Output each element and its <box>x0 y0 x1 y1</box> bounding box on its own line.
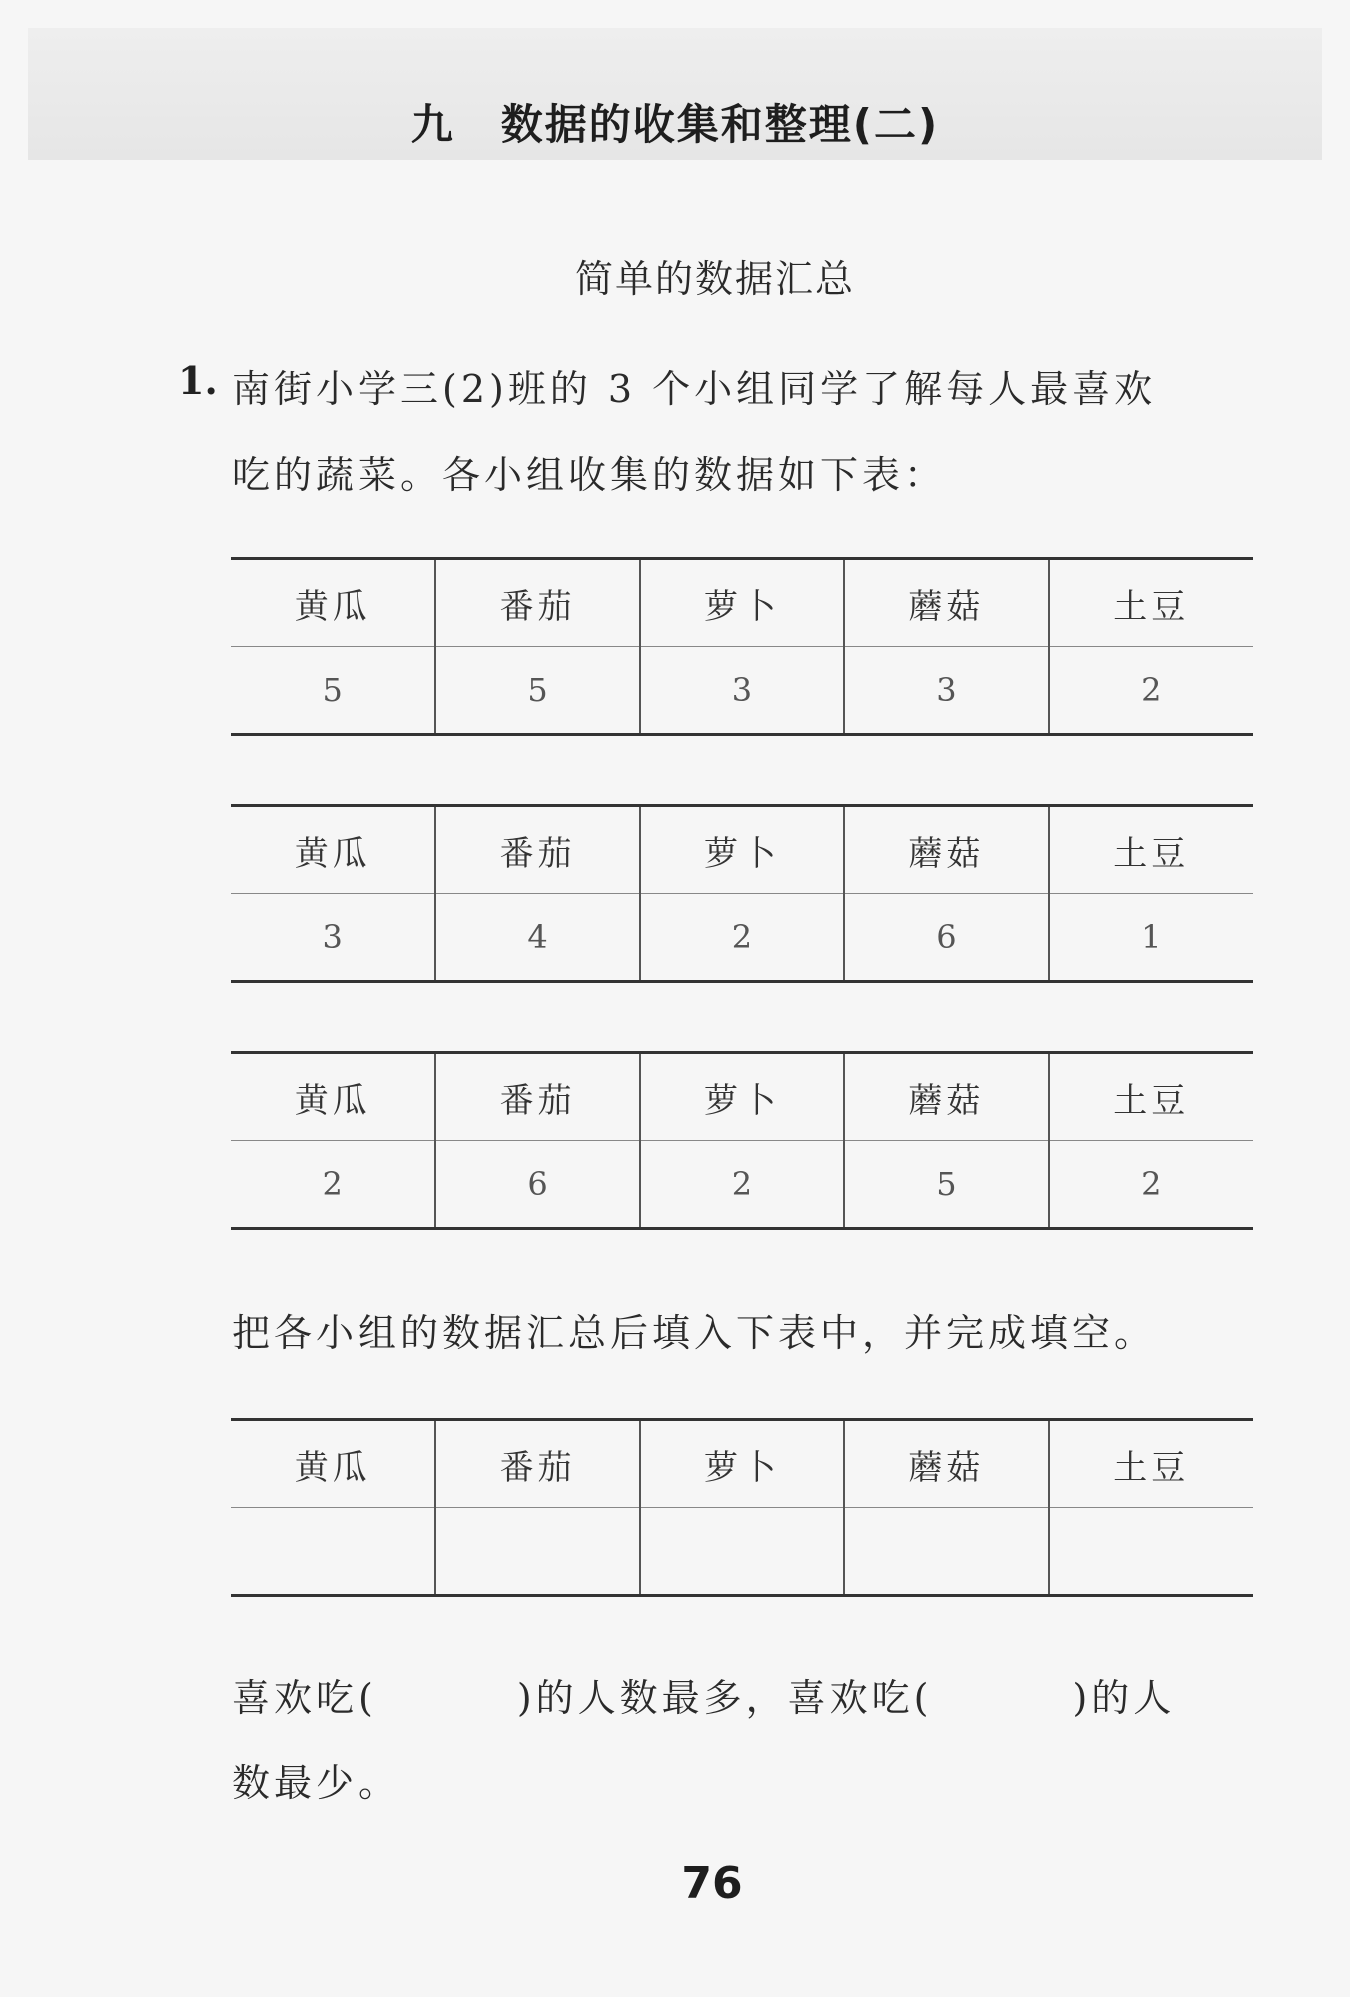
header-tomato: 番茄 <box>435 806 639 894</box>
answer-cell[interactable] <box>640 1508 844 1596</box>
header-cucumber: 黄瓜 <box>231 559 435 647</box>
chapter-title-text: 数据的收集和整理(二) <box>500 100 940 149</box>
value-cell: 3 <box>322 918 343 956</box>
value-cell: 2 <box>1049 647 1253 735</box>
question-number: 1. <box>178 358 218 403</box>
value-cell: 3 <box>844 647 1048 735</box>
value-cell: 2 <box>1049 1141 1253 1229</box>
value-cell: 1 <box>1049 894 1253 982</box>
fill-text-3: )的人 <box>1072 1676 1176 1720</box>
group-1-table <box>231 557 1253 736</box>
header-potato: 土豆 <box>1049 1420 1253 1508</box>
answer-cell[interactable] <box>231 1508 435 1596</box>
instruction-text: 把各小组的数据汇总后填入下表中，并完成填空。 <box>232 1311 1157 1355</box>
header-radish: 萝卜 <box>640 559 844 647</box>
header-potato: 土豆 <box>1049 1053 1253 1141</box>
value-cell: 2 <box>640 894 844 982</box>
header-mushroom: 蘑菇 <box>844 806 1048 894</box>
header-mushroom: 蘑菇 <box>844 1420 1048 1508</box>
header-cucumber: 黄瓜 <box>231 1420 435 1508</box>
answer-cell[interactable] <box>1049 1508 1253 1596</box>
page-number: 76 <box>681 1858 743 1909</box>
fill-text-2: )的人数最多，喜欢吃( <box>516 1676 933 1720</box>
summary-table <box>231 1418 1253 1597</box>
fill-text-1: 喜欢吃( <box>232 1676 377 1720</box>
value-cell: 5 <box>435 647 639 735</box>
header-radish: 萝卜 <box>640 1420 844 1508</box>
value-cell: 5 <box>844 1141 1048 1229</box>
header-tomato: 番茄 <box>435 559 639 647</box>
value-cell: 2 <box>322 1165 343 1203</box>
header-tomato: 番茄 <box>435 1420 639 1508</box>
group-2-table <box>231 804 1253 983</box>
header-cucumber: 黄瓜 <box>231 806 435 894</box>
header-mushroom: 蘑菇 <box>844 559 1048 647</box>
question-text-line-2: 吃的蔬菜。各小组收集的数据如下表： <box>232 453 947 497</box>
value-cell: 5 <box>322 671 343 709</box>
group-3-table <box>231 1051 1253 1230</box>
value-cell: 6 <box>844 894 1048 982</box>
header-radish: 萝卜 <box>640 1053 844 1141</box>
value-cell: 4 <box>435 894 639 982</box>
fill-in-line-2: 数最少。 <box>232 1761 401 1805</box>
answer-cell[interactable] <box>844 1508 1048 1596</box>
value-cell: 6 <box>435 1141 639 1229</box>
value-cell: 3 <box>640 647 844 735</box>
value-cell: 2 <box>640 1141 844 1229</box>
chapter-number: 九 <box>410 100 455 149</box>
section-title: 简单的数据汇总 <box>574 257 855 301</box>
header-mushroom: 蘑菇 <box>844 1053 1048 1141</box>
header-potato: 土豆 <box>1049 806 1253 894</box>
header-cucumber: 黄瓜 <box>231 1053 435 1141</box>
header-tomato: 番茄 <box>435 1053 639 1141</box>
chapter-title <box>0 92 1350 152</box>
question-text-line-1: 南街小学三(2)班的 3 个小组同学了解每人最喜欢 <box>232 367 1157 411</box>
header-potato: 土豆 <box>1049 559 1253 647</box>
header-radish: 萝卜 <box>640 806 844 894</box>
fill-in-line-1 <box>232 1667 1175 1722</box>
answer-cell[interactable] <box>435 1508 639 1596</box>
